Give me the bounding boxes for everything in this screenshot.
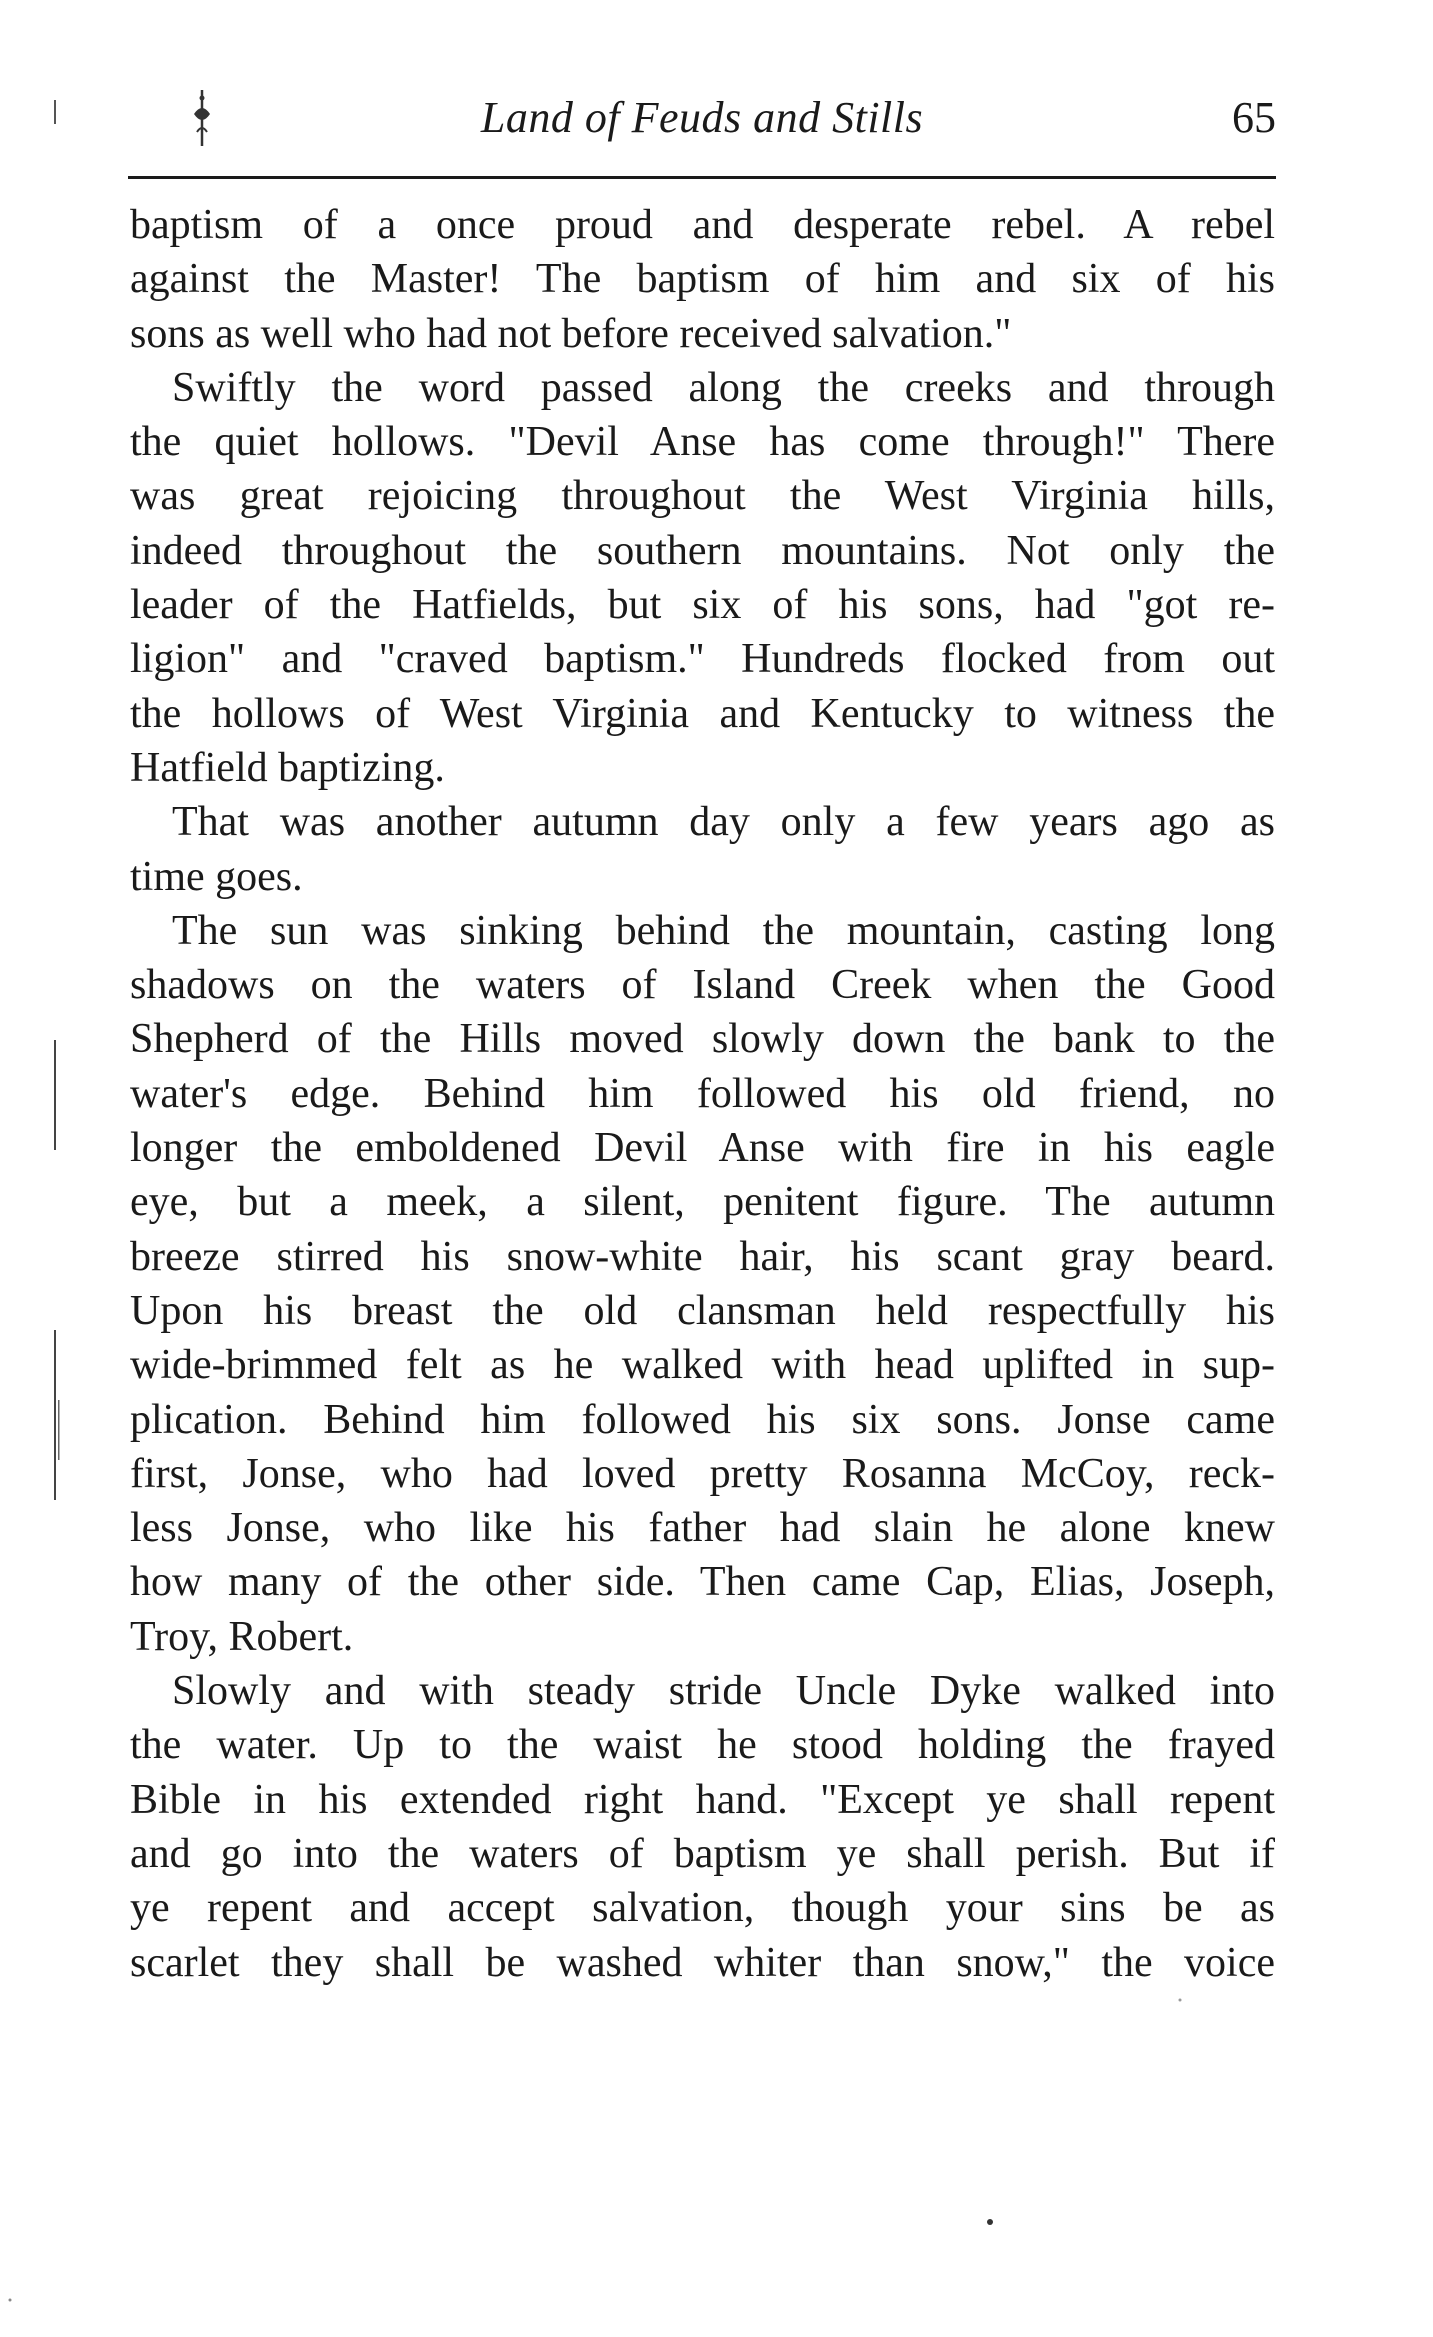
text-line: sons as well who had not before received salvation." — [130, 310, 1012, 357]
text-line: Upon his breast the old clansman held respectfully his — [130, 1287, 1275, 1334]
text-line: wide-brimmed felt as he walked with head uplifted in sup- — [130, 1342, 1275, 1389]
text-line: leader of the Hatfields, but six of his sons, had "got re- — [130, 582, 1275, 629]
text-line: and go into the waters of baptism ye shall perish. But if — [130, 1830, 1275, 1877]
text-line: the water. Up to the waist he stood holding the frayed — [130, 1722, 1275, 1769]
text-line: was great rejoicing throughout the West Virginia hills, — [130, 473, 1275, 520]
text-line: water's edge. Behind him followed his old friend, no — [130, 1070, 1275, 1117]
text-line: scarlet they shall be washed whiter than snow," the voice — [130, 1939, 1275, 1986]
text-line: time goes. — [130, 853, 303, 900]
text-line: Slowly and with steady stride Uncle Dyke walked into — [172, 1668, 1275, 1715]
text-line: eye, but a meek, a silent, penitent figure. The autumn — [130, 1179, 1275, 1226]
text-line: Bible in his extended right hand. "Except ye shall repent — [130, 1776, 1275, 1823]
text-line: the hollows of West Virginia and Kentucky to witness the — [130, 690, 1275, 737]
text-line: Hatfield baptizing. — [130, 744, 445, 791]
text-line: shadows on the waters of Island Creek when the Good — [130, 962, 1275, 1009]
text-line: Swiftly the word passed along the creeks and through — [172, 364, 1275, 411]
text-line: Troy, Robert. — [130, 1613, 354, 1660]
text-line: against the Master! The baptism of him and six of his — [130, 256, 1275, 303]
text-line: breeze stirred his snow-white hair, his scant gray beard. — [130, 1233, 1275, 1280]
text-line: The sun was sinking behind the mountain, casting long — [172, 907, 1275, 954]
text-line: the quiet hollows. "Devil Anse has come through!" There — [130, 419, 1275, 466]
text-line: how many of the other side. Then came Cap, Elias, Joseph, — [130, 1559, 1275, 1606]
text-line: indeed throughout the southern mountains. Not only the — [130, 527, 1275, 574]
running-title: Land of Feuds and Stills — [480, 93, 924, 142]
page-number: 65 — [1232, 93, 1276, 142]
text-line: ye repent and accept salvation, though your sins be as — [130, 1885, 1275, 1932]
text-line: less Jonse, who like his father had slain he alone knew — [130, 1505, 1275, 1552]
text-line: Shepherd of the Hills moved slowly down the bank to the — [130, 1016, 1275, 1063]
text-line: first, Jonse, who had loved pretty Rosanna McCoy, reck- — [130, 1450, 1275, 1497]
text-line: ligion" and "craved baptism." Hundreds flocked from out — [130, 636, 1275, 683]
text-line: longer the emboldened Devil Anse with fire in his eagle — [130, 1125, 1275, 1172]
text-line: That was another autumn day only a few years ago as — [172, 799, 1275, 846]
text-line: baptism of a once proud and desperate rebel. A rebel — [130, 202, 1275, 248]
text-line: plication. Behind him followed his six sons. Jonse came — [130, 1396, 1275, 1443]
